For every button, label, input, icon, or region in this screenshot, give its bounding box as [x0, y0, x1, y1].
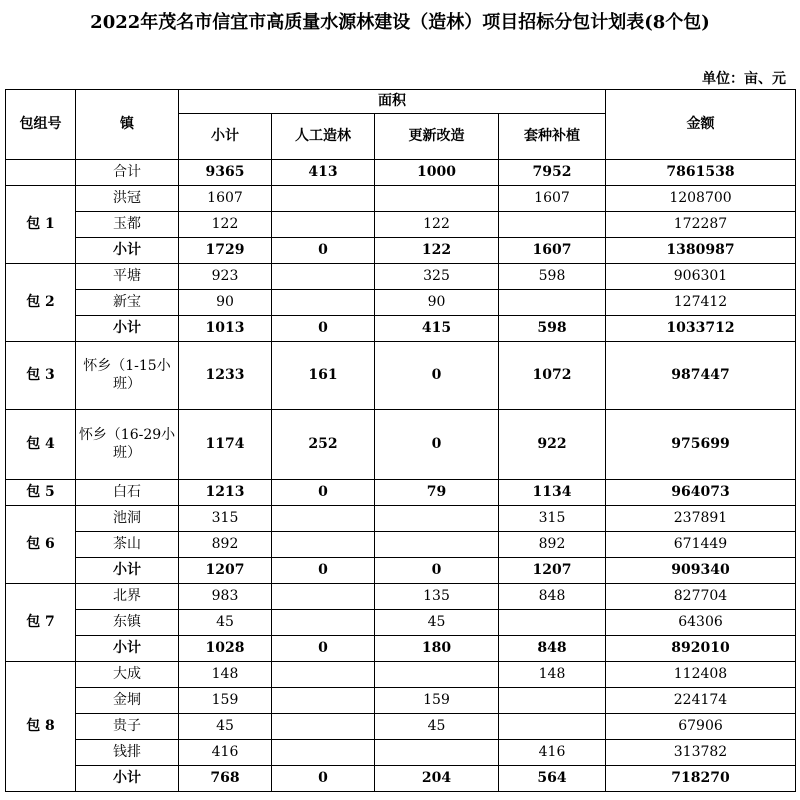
- replant-cell: 922: [499, 410, 606, 480]
- amount-cell: 827704: [606, 584, 796, 610]
- replant-cell: 848: [499, 584, 606, 610]
- replant-cell: 1072: [499, 342, 606, 410]
- subtotal-cell: 1607: [179, 186, 272, 212]
- amount-cell: 237891: [606, 506, 796, 532]
- town-cell: 大成: [76, 662, 179, 688]
- subtotal-cell: 45: [179, 610, 272, 636]
- artificial-cell: [272, 714, 375, 740]
- subtotal-label: 小计: [76, 316, 179, 342]
- amount-cell: 127412: [606, 290, 796, 316]
- subtotal-label: 小计: [76, 238, 179, 264]
- artificial-cell: 0: [272, 636, 375, 662]
- replant-cell: 598: [499, 316, 606, 342]
- replant-cell: [499, 714, 606, 740]
- amount-cell: 67906: [606, 714, 796, 740]
- total-subtotal: 9365: [179, 160, 272, 186]
- replant-cell: 1207: [499, 558, 606, 584]
- header-replant: 套种补植: [499, 114, 606, 160]
- subtotal-cell: 983: [179, 584, 272, 610]
- town-cell: 洪冠: [76, 186, 179, 212]
- renewal-cell: 45: [375, 714, 499, 740]
- package-id-cell: 包 4: [6, 410, 76, 480]
- town-cell: 茶山: [76, 532, 179, 558]
- subtotal-cell: 1013: [179, 316, 272, 342]
- amount-cell: 313782: [606, 740, 796, 766]
- table-row: [6, 290, 796, 316]
- town-cell: 北界: [76, 584, 179, 610]
- subtotal-cell: 1233: [179, 342, 272, 410]
- package-id-cell: 包 6: [6, 506, 76, 584]
- artificial-cell: 0: [272, 316, 375, 342]
- artificial-cell: 252: [272, 410, 375, 480]
- subtotal-cell: 892: [179, 532, 272, 558]
- amount-cell: 64306: [606, 610, 796, 636]
- replant-cell: 1134: [499, 480, 606, 506]
- package-id-cell: 包 5: [6, 480, 76, 506]
- subtotal-row: [6, 766, 796, 792]
- artificial-cell: 161: [272, 342, 375, 410]
- package-id-cell: 包 8: [6, 662, 76, 792]
- renewal-cell: 204: [375, 766, 499, 792]
- table-row: [6, 740, 796, 766]
- town-cell: 池洞: [76, 506, 179, 532]
- amount-cell: 975699: [606, 410, 796, 480]
- table-row: [6, 342, 796, 410]
- header-renewal: 更新改造: [375, 114, 499, 160]
- renewal-cell: 122: [375, 238, 499, 264]
- subtotal-cell: 1207: [179, 558, 272, 584]
- amount-cell: 1033712: [606, 316, 796, 342]
- renewal-cell: 45: [375, 610, 499, 636]
- renewal-cell: 0: [375, 410, 499, 480]
- town-cell: 贵子: [76, 714, 179, 740]
- town-cell: 怀乡（16-29小班）: [76, 410, 179, 480]
- replant-cell: 1607: [499, 186, 606, 212]
- subtotal-cell: 1174: [179, 410, 272, 480]
- artificial-cell: [272, 532, 375, 558]
- renewal-cell: 79: [375, 480, 499, 506]
- artificial-cell: [272, 186, 375, 212]
- table-row: [6, 714, 796, 740]
- total-package-cell: [6, 160, 76, 186]
- artificial-cell: [272, 688, 375, 714]
- renewal-cell: [375, 740, 499, 766]
- replant-cell: [499, 688, 606, 714]
- town-cell: 白石: [76, 480, 179, 506]
- unit-label: 单位：亩、元: [702, 71, 786, 87]
- page-title: 2022年茂名市信宜市高质量水源林建设（造林）项目招标分包计划表(8个包): [90, 12, 710, 33]
- header-town: 镇: [76, 90, 179, 160]
- replant-cell: 1607: [499, 238, 606, 264]
- amount-cell: 909340: [606, 558, 796, 584]
- header-package: 包组号: [6, 90, 76, 160]
- subtotal-cell: 315: [179, 506, 272, 532]
- amount-cell: 1380987: [606, 238, 796, 264]
- subtotal-cell: 159: [179, 688, 272, 714]
- town-cell: 钱排: [76, 740, 179, 766]
- replant-cell: 598: [499, 264, 606, 290]
- header-area: 面积: [179, 90, 606, 114]
- artificial-cell: [272, 212, 375, 238]
- table-row: [6, 410, 796, 480]
- table-row: [6, 480, 796, 506]
- replant-cell: [499, 290, 606, 316]
- amount-cell: 906301: [606, 264, 796, 290]
- renewal-cell: 135: [375, 584, 499, 610]
- package-plan-table: [5, 89, 796, 792]
- town-cell: 玉都: [76, 212, 179, 238]
- artificial-cell: 0: [272, 558, 375, 584]
- table-row: [6, 264, 796, 290]
- renewal-cell: [375, 532, 499, 558]
- artificial-cell: 0: [272, 480, 375, 506]
- table-row: [6, 584, 796, 610]
- amount-cell: 671449: [606, 532, 796, 558]
- total-renewal: 1000: [375, 160, 499, 186]
- header-subtotal: 小计: [179, 114, 272, 160]
- renewal-cell: [375, 186, 499, 212]
- header-artificial: 人工造林: [272, 114, 375, 160]
- town-cell: 平塘: [76, 264, 179, 290]
- replant-cell: [499, 610, 606, 636]
- renewal-cell: 159: [375, 688, 499, 714]
- renewal-cell: 415: [375, 316, 499, 342]
- subtotal-row: [6, 316, 796, 342]
- table-row: [6, 610, 796, 636]
- table-row: [6, 688, 796, 714]
- total-label: 合计: [76, 160, 179, 186]
- town-cell: 怀乡（1-15小班）: [76, 342, 179, 410]
- replant-cell: [499, 212, 606, 238]
- package-id-cell: 包 2: [6, 264, 76, 342]
- replant-cell: 315: [499, 506, 606, 532]
- artificial-cell: 0: [272, 766, 375, 792]
- replant-cell: 848: [499, 636, 606, 662]
- subtotal-cell: 148: [179, 662, 272, 688]
- subtotal-cell: 923: [179, 264, 272, 290]
- amount-cell: 987447: [606, 342, 796, 410]
- artificial-cell: [272, 740, 375, 766]
- total-row: [6, 160, 796, 186]
- renewal-cell: 90: [375, 290, 499, 316]
- subtotal-cell: 45: [179, 714, 272, 740]
- package-id-cell: 包 7: [6, 584, 76, 662]
- subtotal-cell: 416: [179, 740, 272, 766]
- amount-cell: 892010: [606, 636, 796, 662]
- table-row: [6, 662, 796, 688]
- amount-cell: 172287: [606, 212, 796, 238]
- replant-cell: 564: [499, 766, 606, 792]
- total-artificial: 413: [272, 160, 375, 186]
- package-id-cell: 包 1: [6, 186, 76, 264]
- replant-cell: 892: [499, 532, 606, 558]
- amount-cell: 1208700: [606, 186, 796, 212]
- artificial-cell: [272, 662, 375, 688]
- header-amount: 金额: [606, 90, 796, 160]
- subtotal-cell: 90: [179, 290, 272, 316]
- package-id-cell: 包 3: [6, 342, 76, 410]
- subtotal-cell: 1028: [179, 636, 272, 662]
- amount-cell: 964073: [606, 480, 796, 506]
- table-row: [6, 532, 796, 558]
- amount-cell: 718270: [606, 766, 796, 792]
- total-amount: 7861538: [606, 160, 796, 186]
- subtotal-cell: 768: [179, 766, 272, 792]
- subtotal-cell: 1729: [179, 238, 272, 264]
- artificial-cell: [272, 264, 375, 290]
- renewal-cell: 180: [375, 636, 499, 662]
- subtotal-label: 小计: [76, 766, 179, 792]
- total-replant: 7952: [499, 160, 606, 186]
- artificial-cell: [272, 506, 375, 532]
- town-cell: 东镇: [76, 610, 179, 636]
- replant-cell: 416: [499, 740, 606, 766]
- amount-cell: 112408: [606, 662, 796, 688]
- subtotal-row: [6, 238, 796, 264]
- subtotal-label: 小计: [76, 636, 179, 662]
- subtotal-label: 小计: [76, 558, 179, 584]
- town-cell: 金垌: [76, 688, 179, 714]
- table-row: [6, 186, 796, 212]
- replant-cell: 148: [499, 662, 606, 688]
- renewal-cell: [375, 506, 499, 532]
- town-cell: 新宝: [76, 290, 179, 316]
- artificial-cell: [272, 610, 375, 636]
- subtotal-row: [6, 558, 796, 584]
- renewal-cell: [375, 662, 499, 688]
- subtotal-cell: 122: [179, 212, 272, 238]
- renewal-cell: 0: [375, 342, 499, 410]
- artificial-cell: [272, 290, 375, 316]
- artificial-cell: [272, 584, 375, 610]
- subtotal-cell: 1213: [179, 480, 272, 506]
- renewal-cell: 0: [375, 558, 499, 584]
- subtotal-row: [6, 636, 796, 662]
- artificial-cell: 0: [272, 238, 375, 264]
- amount-cell: 224174: [606, 688, 796, 714]
- renewal-cell: 325: [375, 264, 499, 290]
- table-row: [6, 212, 796, 238]
- renewal-cell: 122: [375, 212, 499, 238]
- table-row: [6, 506, 796, 532]
